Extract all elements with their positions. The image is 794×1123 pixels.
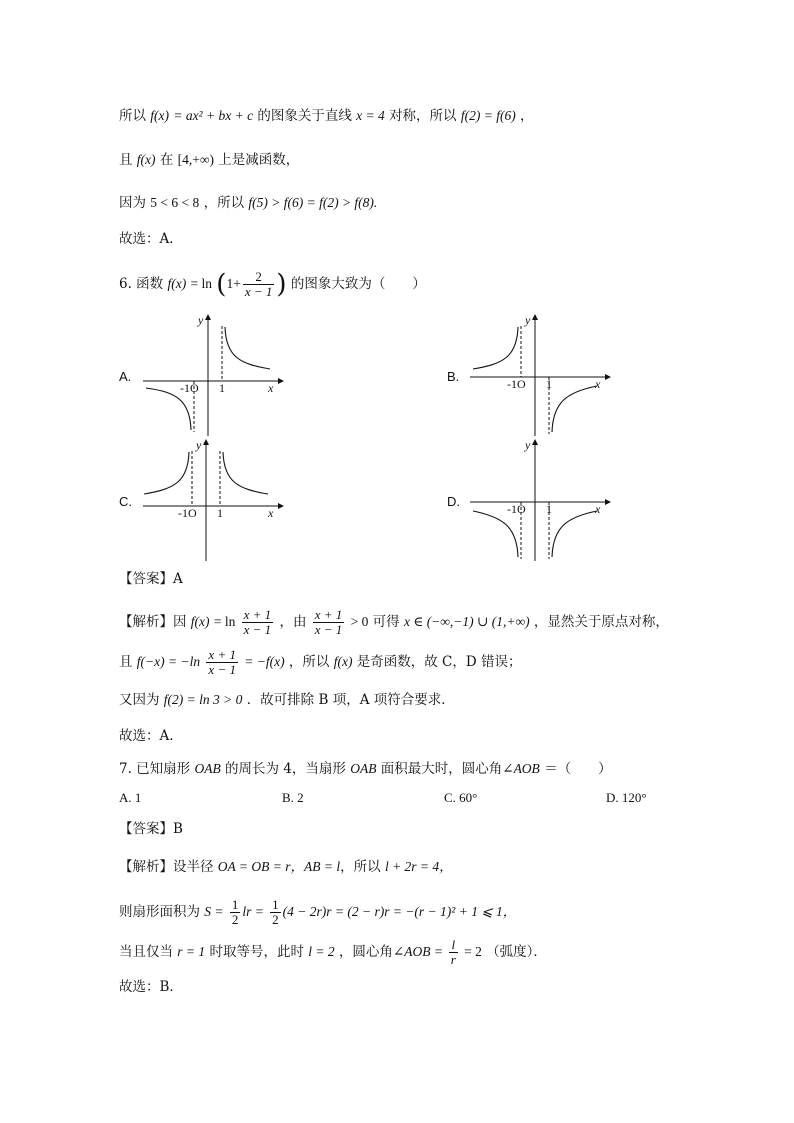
graph-option-b [467,312,612,440]
line-text: 时取等号，此时 [209,944,304,960]
line-text: ，所以 [203,195,245,211]
x-axis-label: x [268,506,274,520]
origin-label: -1O [507,377,526,391]
x-axis-label: x [268,381,274,395]
line-text: 【解析】因 [119,614,187,630]
option-b-label: B. [447,369,460,384]
math-interval: [4,+∞) [177,152,214,167]
math-r1: r = 1 [177,944,206,959]
math-oab: OAB [350,761,377,776]
math-ineq: 5 < 6 < 8 [150,195,200,210]
math-eq2: = 2 [464,944,482,959]
math-f2ln3: f(2) = ln 3 > 0 [163,692,243,707]
option-7-d: D. 120° [606,790,647,805]
line-text: 因为 [119,195,146,211]
explanation-7-line-3: 当且仅当 r = 1 时取等号，此时 l = 2 ，圆心角∠AOB = $\frac{l}{r}$ = 2 （弧度）． [119,937,547,967]
text-line-1: 所以 f(x) = ax² + bx + c 的图象关于直线 x = 4 对称，所以 f(2) = f(6) ， [119,108,534,124]
option-7-a: A. 1 [119,790,142,805]
fraction: $\frac{x + 1}{x - 1}$ [208,647,236,677]
fraction: $\frac{x + 1}{x - 1}$ [243,607,272,637]
math-oab: OAB [194,761,221,776]
line-text: （弧度）． [486,944,547,960]
explanation-7-conclusion: 故选：B． [119,979,183,995]
graph-option-c [140,437,285,565]
math-chain: f(5) > f(6) = f(2) > f(8). [248,195,378,210]
fraction: $\frac{1}{2}$ [272,897,279,927]
math-gt0: > 0 [350,614,369,629]
origin-label: -1O [180,381,199,395]
one-label: 1 [217,506,223,520]
question-6: 6. 函数 f(x) = ln (1+ $\frac{2}{x - 1}$ ) 的图象大致为（ ） [119,269,426,300]
q6-text-2: 的图象大致为（ ） [290,276,426,292]
line-text: 面积最大时，圆心角∠ [380,761,514,777]
math-s: S = [204,904,224,919]
fraction: $\frac{x + 1}{x - 1}$ [314,607,343,637]
option-7-b: B. 2 [282,790,304,805]
math-ln: = ln [213,614,236,629]
math-fx: f(x) [190,614,210,629]
fraction: $\frac{2}{x - 1}$ [244,269,273,299]
y-axis-label: y [196,438,202,452]
line-text: 是奇函数，故 C，D 错误； [356,654,522,670]
graph-option-d [467,437,612,565]
option-d-label: D. [447,494,460,509]
line-text: 当且仅当 [119,944,173,960]
answer-choice-line: 故选：A． [119,231,183,247]
line-text: 对称，所以 [389,108,457,124]
math-fmx: f(−x) = −ln [136,654,201,669]
one-label: 1 [546,502,552,516]
q6-text: 6. 函数 [119,276,164,292]
math-arc: ，AB = l [290,859,341,874]
math-x4: x = 4 [356,108,385,123]
math-lr: lr = [242,904,264,919]
fraction: $\frac{1}{2}$ [231,897,239,927]
line-text: ，所以 [340,859,381,875]
math-fx: f(x) [167,276,187,291]
x-axis-label: x [595,502,601,516]
explanation-7-line-2 [119,898,516,927]
explanation-6-line-1 [119,608,669,637]
math-fx: f(x) [333,654,353,669]
math-aob: AOB [513,761,540,776]
line-text: 的周长为 4，当扇形 [225,761,346,777]
fraction: $\frac{l}{r}$ [450,937,456,967]
line-text: 且 [119,152,133,168]
line-text: ．故可排除 B 项，A 项符合要求． [246,692,455,708]
math-aob: AOB [404,944,431,959]
y-axis-label: y [198,313,204,327]
math-fx: f(x) [150,108,170,123]
line-text: ＝（ ） [544,761,612,777]
graph-option-a [140,312,285,440]
line-text: 7. 已知扇形 [119,761,191,777]
option-c-label: C. [119,494,132,509]
math-domain: x ∈ (−∞,−1) ∪ (1,+∞) [403,614,530,629]
math-ln: = ln [190,276,212,291]
math-l2: l = 2 [308,944,335,959]
explanation-6-line-2 [119,648,521,677]
option-7-c: C. 60° [444,790,478,805]
y-axis-label: y [525,313,531,327]
explanation-6-conclusion: 故选：A. [119,728,174,744]
option-a-label: A. [119,369,132,384]
origin-label: -1O [507,502,526,516]
origin-label: -1O [178,506,197,520]
one-label: 1 [219,381,225,395]
text-line-2 [119,150,299,170]
math-one-plus: 1+ [226,276,241,291]
math-eq-mfx: = −f(x) [244,654,285,669]
line-text: 可得 [372,614,400,630]
line-text: 所以 [119,108,146,124]
explanation-7-line-1 [119,857,453,877]
x-axis-label: x [595,377,601,391]
math-quad: = ax² + bx + c [173,108,254,123]
answer-7: 【答案】B [119,821,183,837]
math-fx: f(x) [136,152,156,167]
line-text: 【解析】设半径 [119,859,214,875]
line-text: ，显然关于原点对称， [533,614,669,630]
line-text: 上是减函数， [218,152,300,168]
math-f2f6: f(2) = f(6) [460,108,516,123]
line-text: 又因为 [119,692,160,708]
line-text: 且 [119,654,133,670]
answer-6: 【答案】A [119,571,183,587]
line-text: 的图象关于直线 [257,108,352,124]
y-axis-label: y [525,438,531,452]
line-text: ，所以 [288,654,330,670]
math-radius: OA = OB = r [217,859,291,874]
line-text: ，由 [279,614,307,630]
math-lr2: (4 − 2r)r = (2 − r)r = −(r − 1)² + 1 ⩽ 1， [282,904,517,919]
line-text: 在 [159,152,174,168]
question-7 [119,759,612,779]
explanation-6-line-3 [119,690,455,710]
line-text: 则扇形面积为 [119,904,200,920]
text-line-3 [119,193,377,213]
one-label: 1 [546,377,552,391]
line-text: ，圆心角∠ [338,944,405,960]
math-perim: l + 2r = 4， [384,859,453,874]
